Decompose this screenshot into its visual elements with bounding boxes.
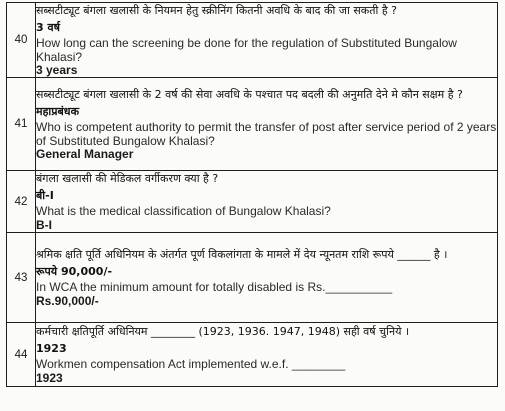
question-cell [36,78,498,171]
english-answer: General Manager [36,147,134,161]
question-number: 44 [7,323,36,387]
question-cell [36,323,498,387]
qa-table [6,2,498,387]
english-answer: B-I [36,217,52,232]
question-number: 42 [7,171,36,233]
english-answer: 3 years [36,63,78,77]
hindi-answer: रूपये 90,000/- [36,265,113,279]
question-cell [36,3,498,78]
hindi-answer: 1923 [36,342,67,356]
hindi-question: श्रमिक क्षति पूर्ति अधिनियम के अंतर्गत पूर्ण विकलांगता के मामले में देय न्यूनतम राशि रूपये ______ है । [36,248,448,262]
hindi-question: सब्सटीट्यूट बंगला खलासी के 2 वर्ष की सेवा अवधि के पश्चात पद बदली की अनुमति देने मे कौन सक्षम है ? [36,88,463,101]
question-number: 41 [7,78,36,171]
hindi-answer: महाप्रबंधक [36,105,80,118]
question-cell [36,171,498,233]
table-row [7,323,498,387]
hindi-question: सब्सटीट्यूट बंगला खलासी के नियमन हेतु स्क्रीनिंग कितनी अवधि के बाद की जा सकती है ? [36,4,397,17]
english-question: How long can the screening be done for the regulation of Substituted Bungalow Khalasi? [36,36,457,64]
hindi-answer: बी-I [36,189,54,203]
table-row [7,233,498,323]
table-row [7,3,498,78]
english-question: Workmen compensation Act implemented w.e.f. ________ [36,357,346,372]
english-answer: 1923 [36,370,63,385]
english-question: In WCA the minimum amount for totally disabled is Rs.__________ [36,280,393,295]
hindi-question: कर्मचारी क्षतिपूर्ति अधिनियम ________ (1923, 1936. 1947, 1948) सही वर्ष चुनिये । [36,325,410,339]
question-number: 40 [7,3,36,78]
question-number: 43 [7,233,36,323]
table-row [7,78,498,171]
english-question: Who is competent authority to permit the transfer of post after service period of 2 years of Substituted Bungalow Khalasi? [36,120,497,148]
english-answer: Rs.90,000/- [36,293,99,308]
table-row [7,171,498,233]
question-cell [36,233,498,323]
hindi-answer: 3 वर्ष [36,21,60,34]
hindi-question: बंगला खलासी की मेडिकल वर्गीकरण क्या है ? [36,172,219,186]
english-question: What is the medical classification of Bungalow Khalasi? [36,204,331,219]
